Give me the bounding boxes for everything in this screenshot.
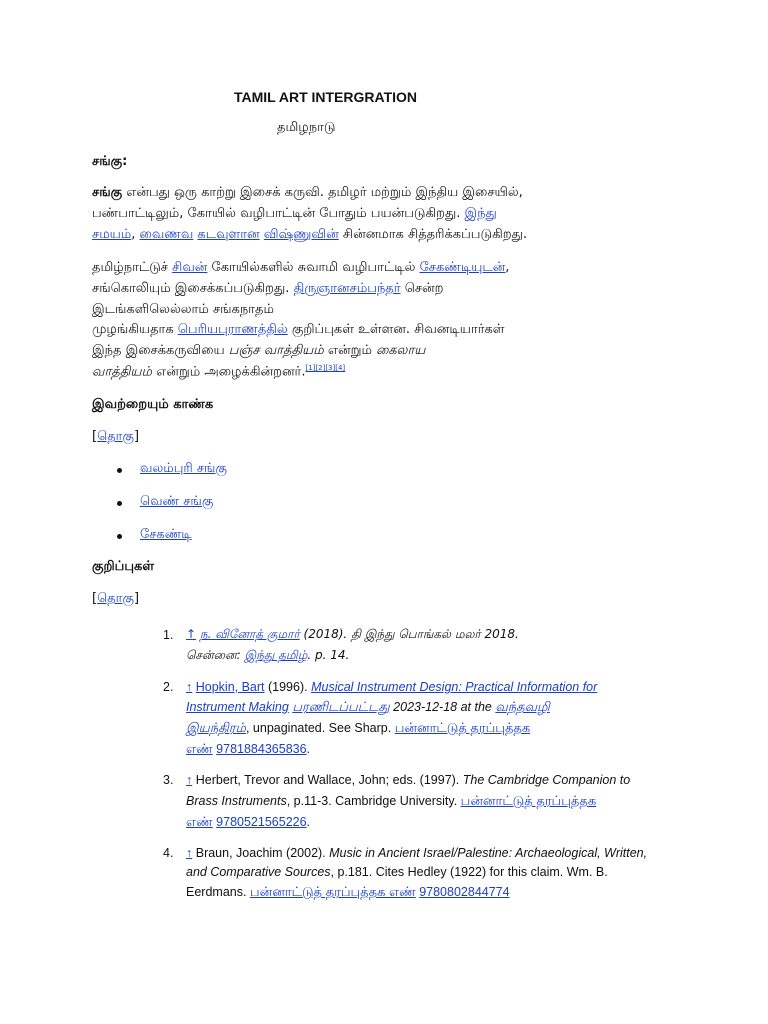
- see-also-item: [140, 527, 192, 543]
- paragraph-2-line-5: இந்த இசைக்கருவியை பஞ்ச வாத்தியம் என்றும் கைலாய: [92, 343, 426, 358]
- link-thirugnanasambandhar[interactable]: திருஞானசம்பந்தர்: [293, 281, 401, 296]
- backlink-arrow-icon[interactable]: ↑: [186, 846, 193, 860]
- link-valampuri-sangu[interactable]: வலம்புரி சங்கு: [140, 461, 227, 476]
- link-isbn[interactable]: 9780802844774: [419, 885, 510, 899]
- section-heading-see-also: இவற்றையும் காண்க: [92, 397, 214, 412]
- link-isbn-label[interactable]: எண்: [186, 741, 213, 756]
- bullet-icon: [117, 534, 122, 539]
- backlink-arrow-icon[interactable]: ↑: [186, 773, 193, 787]
- term-sangu: சங்கு: [92, 185, 123, 200]
- document-subtitle: தமிழநாடு: [277, 120, 336, 135]
- link-sivan[interactable]: சிவன்: [172, 260, 208, 275]
- edit-button[interactable]: தொகு: [97, 429, 134, 444]
- paragraph-2-line-1: தமிழ்நாட்டுச் சிவன் கோயில்களில் சுவாமி வழிபாட்டில் சேகண்டியுடன்,: [92, 260, 510, 275]
- document-page: TAMIL ART INTERGRATION தமிழநாடு சங்கு: சங்கு என்பது ஒரு காற்று இசைக் கருவி. தமிழர் மற்றும் இந்திய இசையில், பண்பாட்டிலும், கோயில் வழிபாட்டின் போதும் பயன்படுகிறது. இந்து சமயம், வைணவ கடவுளான விஷ்ணுவின் சின்னமாக சித்தரிக்கப்படுகிறது. தமிழ்நாட்டுச் சிவன் கோயில்களில் சுவாமி வழிபாட்டில் சேகண்டியுடன், சங்கொலியும் இசைக்கப்படுகிறது. திருஞானசம்பந்தர் சென்ற இடங்களிலெல்லாம் சங்கநாதம் முழங்கியதாக பெரியபுராணத்தில் குறிப்புகள் உள்ளன. சிவனடியார்கள் இந்த இசைக்கருவியை பஞ்ச வாத்தியம் என்றும் கைலாய வாத்தியம் என்றும் அழைக்கின்றனர்.[1][2][3][4] இவற்றையும் காண்க [தொகு] வலம்புரி சங்கு வெண் சங்கு சேகண்டி குறிப்புகள் [தொகு] 1. ↑ ந. வினோத் குமார் (2018). தி இந்து பொங்கல் மலர் 2018. சென்னை: இந்து தமிழ். p. 14. 2. ↑ Hopkin, Bart (1996). Musical Instrument Design: Practical Information for Instrument Making பரணிடப்பட்டது 2023-12-18 at the வந்தவழி இயந்திரம், unpaginated. See Sharp. பன்னாட்டுத் தரப்புத்தக எண் 9781884365836. 3. ↑ Herbert, Trevor and Wallace, John; eds. (1997). The Cambridge Companion to Brass Instruments, p.11-3. Cambridge University. பன்னாட்டுத் தரப்புத்தக எண் 9780521565226. 4. ↑ Braun, Joachim (2002). Music in Ancient Israel/Palestine: Archaeological, Written, and Comparative Sources, p.181. Cites Hedley (1922) for this claim. Wm. B. Eerdmans. பன்னாட்டுத் தரப்புத்தக எண் 9780802844774: [92, 89, 648, 899]
- link-wayback[interactable]: வந்தவழி: [495, 699, 550, 714]
- backlink-arrow-icon[interactable]: ↑: [186, 627, 197, 641]
- link-sekandi-item[interactable]: சேகண்டி: [140, 527, 192, 542]
- link-kadavulana[interactable]: கடவுளான: [197, 227, 260, 242]
- reference-number: 2.: [163, 680, 174, 694]
- link-isbn[interactable]: 9781884365836: [216, 742, 307, 756]
- reference-number: 3.: [163, 773, 174, 787]
- see-also-item: [140, 494, 213, 510]
- bullet-icon: [117, 501, 122, 506]
- bullet-icon: [117, 468, 122, 473]
- link-periyapuranam[interactable]: பெரியபுராணத்தில்: [177, 322, 288, 337]
- link-title[interactable]: Instrument Making: [186, 700, 289, 714]
- link-isbn-label[interactable]: எண்: [186, 814, 213, 829]
- edit-link-notes: [தொகு]: [92, 591, 140, 606]
- edit-link-see-also: [தொகு]: [92, 429, 140, 444]
- link-samayam[interactable]: சமயம்: [92, 227, 132, 242]
- see-also-item: [140, 461, 227, 477]
- document-title: TAMIL ART INTERGRATION: [234, 89, 418, 105]
- link-author[interactable]: ந. வினோத் குமார்: [199, 627, 300, 641]
- section-heading-notes: குறிப்புகள்: [92, 559, 155, 574]
- section-heading-sangu: சங்கு:: [92, 154, 128, 169]
- reference-number: 4.: [163, 846, 174, 860]
- link-ven-sangu[interactable]: வெண் சங்கு: [140, 494, 214, 509]
- reference-number: 1.: [163, 628, 174, 642]
- link-publisher[interactable]: இந்து தமிழ்: [244, 648, 308, 662]
- citation-links[interactable]: [1][2][3][4]: [305, 364, 346, 372]
- link-isbn-label[interactable]: பன்னாட்டுத் தரப்புத்தக: [460, 793, 597, 808]
- link-isbn-label[interactable]: பன்னாட்டுத் தரப்புத்தக: [394, 720, 531, 735]
- link-hindu[interactable]: இந்து: [464, 206, 497, 221]
- link-author[interactable]: Hopkin, Bart: [195, 680, 265, 694]
- paragraph-2-line-3: இடங்களிலெல்லாம் சங்கநாதம்: [92, 302, 274, 317]
- link-vainava[interactable]: வைணவ: [139, 227, 194, 242]
- link-isbn[interactable]: 9780521565226: [216, 815, 307, 829]
- edit-button[interactable]: தொகு: [97, 591, 134, 606]
- link-sekandi[interactable]: சேகண்டியுடன்: [419, 260, 506, 275]
- link-title[interactable]: Musical Instrument Design: Practical Information for: [311, 680, 598, 694]
- paragraph-1-line-2: பண்பாட்டிலும், கோயில் வழிபாட்டின் போதும் பயன்படுகிறது. இந்து: [92, 206, 497, 221]
- link-archived[interactable]: பரணிடப்பட்டது: [292, 699, 390, 714]
- link-isbn-label[interactable]: பன்னாட்டுத் தரப்புத்தக எண்: [249, 884, 416, 899]
- paragraph-2-line-4: முழங்கியதாக பெரியபுராணத்தில் குறிப்புகள் உள்ளன. சிவனடியார்கள்: [92, 322, 505, 337]
- paragraph-1-line-3: சமயம், வைணவ கடவுளான விஷ்ணுவின் சின்னமாக சித்தரிக்கப்படுகிறது.: [92, 227, 527, 242]
- paragraph-2-line-6: வாத்தியம் என்றும் அழைக்கின்றனர்.[1][2][3][4]: [92, 364, 346, 380]
- paragraph-2-line-2: சங்கொலியும் இசைக்கப்படுகிறது. திருஞானசம்பந்தர் சென்ற: [92, 281, 444, 296]
- link-vishnu[interactable]: விஷ்ணுவின்: [263, 227, 339, 242]
- paragraph-1-line-1: சங்கு என்பது ஒரு காற்று இசைக் கருவி. தமிழர் மற்றும் இந்திய இசையில்,: [92, 185, 523, 200]
- link-wayback[interactable]: இயந்திரம்: [186, 720, 246, 735]
- backlink-arrow-icon[interactable]: ↑: [186, 680, 193, 694]
